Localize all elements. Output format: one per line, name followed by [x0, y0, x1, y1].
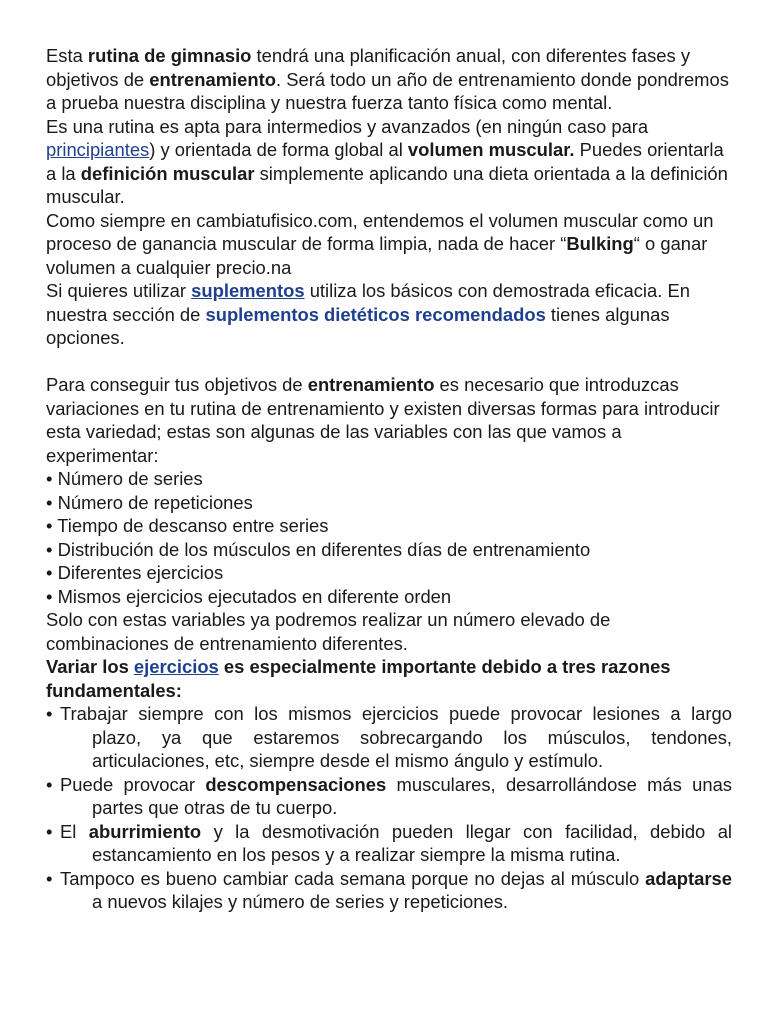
- bullet-icon: •: [46, 703, 53, 724]
- list-item: • Tiempo de descanso entre series: [46, 515, 329, 536]
- bullet-icon: •: [46, 491, 53, 513]
- intro-paragraph: Esta rutina de gimnasio tendrá una planificación anual, con diferentes fases y objetivos de entrenamiento. Será todo un año de entrenamiento donde pondremos a prueba nuestra disciplina y nuestra fuerza tanto física como mental.: [46, 45, 729, 113]
- list-item: • Tampoco es bueno cambiar cada semana porque no dejas al músculo adaptarse a nuevos kilajes y número de series y repeticiones.: [46, 867, 732, 912]
- bullet-icon: •: [46, 773, 53, 795]
- bullet-icon: •: [46, 585, 53, 607]
- variables-list: [46, 467, 732, 608]
- list-item: • Número de repeticiones: [46, 491, 253, 513]
- bold-descompensaciones: descompensaciones: [205, 773, 387, 795]
- document-page: [46, 44, 732, 914]
- principiantes-link[interactable]: principiantes: [46, 139, 150, 160]
- variations-paragraph: Para conseguir tus objetivos de entrenamiento es necesario que introduzcas variaciones en tu rutina de entrenamiento y existen diversas formas para introducir esta variedad; estas son algunas de las variables con las que vamos a experimentar:: [46, 374, 720, 466]
- bold-adaptarse: adaptarse: [645, 867, 732, 889]
- bold-entrenamiento-2: entrenamiento: [307, 374, 435, 395]
- list-item: • Distribución de los músculos en diferentes días de entrenamiento: [46, 538, 591, 560]
- reasons-heading: Variar los ejercicios es especialmente importante debido a tres razones fundamentales:: [46, 656, 671, 701]
- suplementos-link[interactable]: suplementos: [191, 280, 305, 301]
- list-item: • Trabajar siempre con los mismos ejercicios puede provocar lesiones a largo plazo, ya que estaremos sobrecargando los músculos, tendones, articulaciones, etc, siempre desde el mismo ángulo y estímulo.: [46, 703, 732, 771]
- level-paragraph: Es una rutina es apta para intermedios y avanzados (en ningún caso para principiantes) y orientada de forma global al volumen muscular. Puedes orientarla a la definición muscular simplemente aplicando una dieta orientada a la definición muscular.: [46, 115, 728, 207]
- combinations-paragraph: Solo con estas variables ya podremos realizar un número elevado de combinaciones de entrenamiento diferentes.: [46, 609, 611, 654]
- bullet-icon: •: [46, 538, 53, 560]
- list-item: • Número de series: [46, 468, 203, 489]
- suplementos-recomendados-link[interactable]: suplementos dietéticos recomendados: [205, 303, 546, 325]
- list-item: • Diferentes ejercicios: [46, 562, 224, 583]
- list-item: • Puede provocar descompensaciones musculares, desarrollándose más unas partes que otras de tu cuerpo.: [46, 773, 733, 818]
- list-item: • El aburrimiento y la desmotivación pueden llegar con facilidad, debido al estancamiento en los pesos y a realizar siempre la misma rutina.: [46, 820, 733, 865]
- volume-paragraph: Como siempre en cambiatufisico.com, entendemos el volumen muscular como un proceso de ganancia muscular de forma limpia, nada de hacer “Bulking“ o ganar volumen a cualquier precio.na: [46, 209, 714, 278]
- bullet-icon: •: [46, 515, 53, 536]
- reasons-list: [46, 702, 732, 914]
- supplements-paragraph: Si quieres utilizar suplementos utiliza los básicos con demostrada eficacia. En nuestra sección de suplementos dietéticos recomendados tienes algunas opciones.: [46, 280, 690, 348]
- bold-bulking: Bulking: [566, 233, 634, 254]
- bullet-icon: •: [46, 562, 53, 583]
- bold-aburrimiento: aburrimiento: [88, 820, 202, 842]
- bold-rutina: rutina de gimnasio: [87, 45, 252, 66]
- bold-entrenamiento: entrenamiento: [149, 68, 276, 90]
- paragraph-gap: [46, 350, 732, 374]
- bullet-icon: •: [46, 820, 53, 842]
- bold-definicion: definición muscular: [80, 162, 255, 184]
- ejercicios-link[interactable]: ejercicios: [133, 656, 219, 677]
- bullet-icon: •: [46, 468, 53, 489]
- list-item: • Mismos ejercicios ejecutados en diferente orden: [46, 585, 452, 607]
- bold-volumen: volumen muscular.: [407, 139, 575, 160]
- bullet-icon: •: [46, 867, 53, 889]
